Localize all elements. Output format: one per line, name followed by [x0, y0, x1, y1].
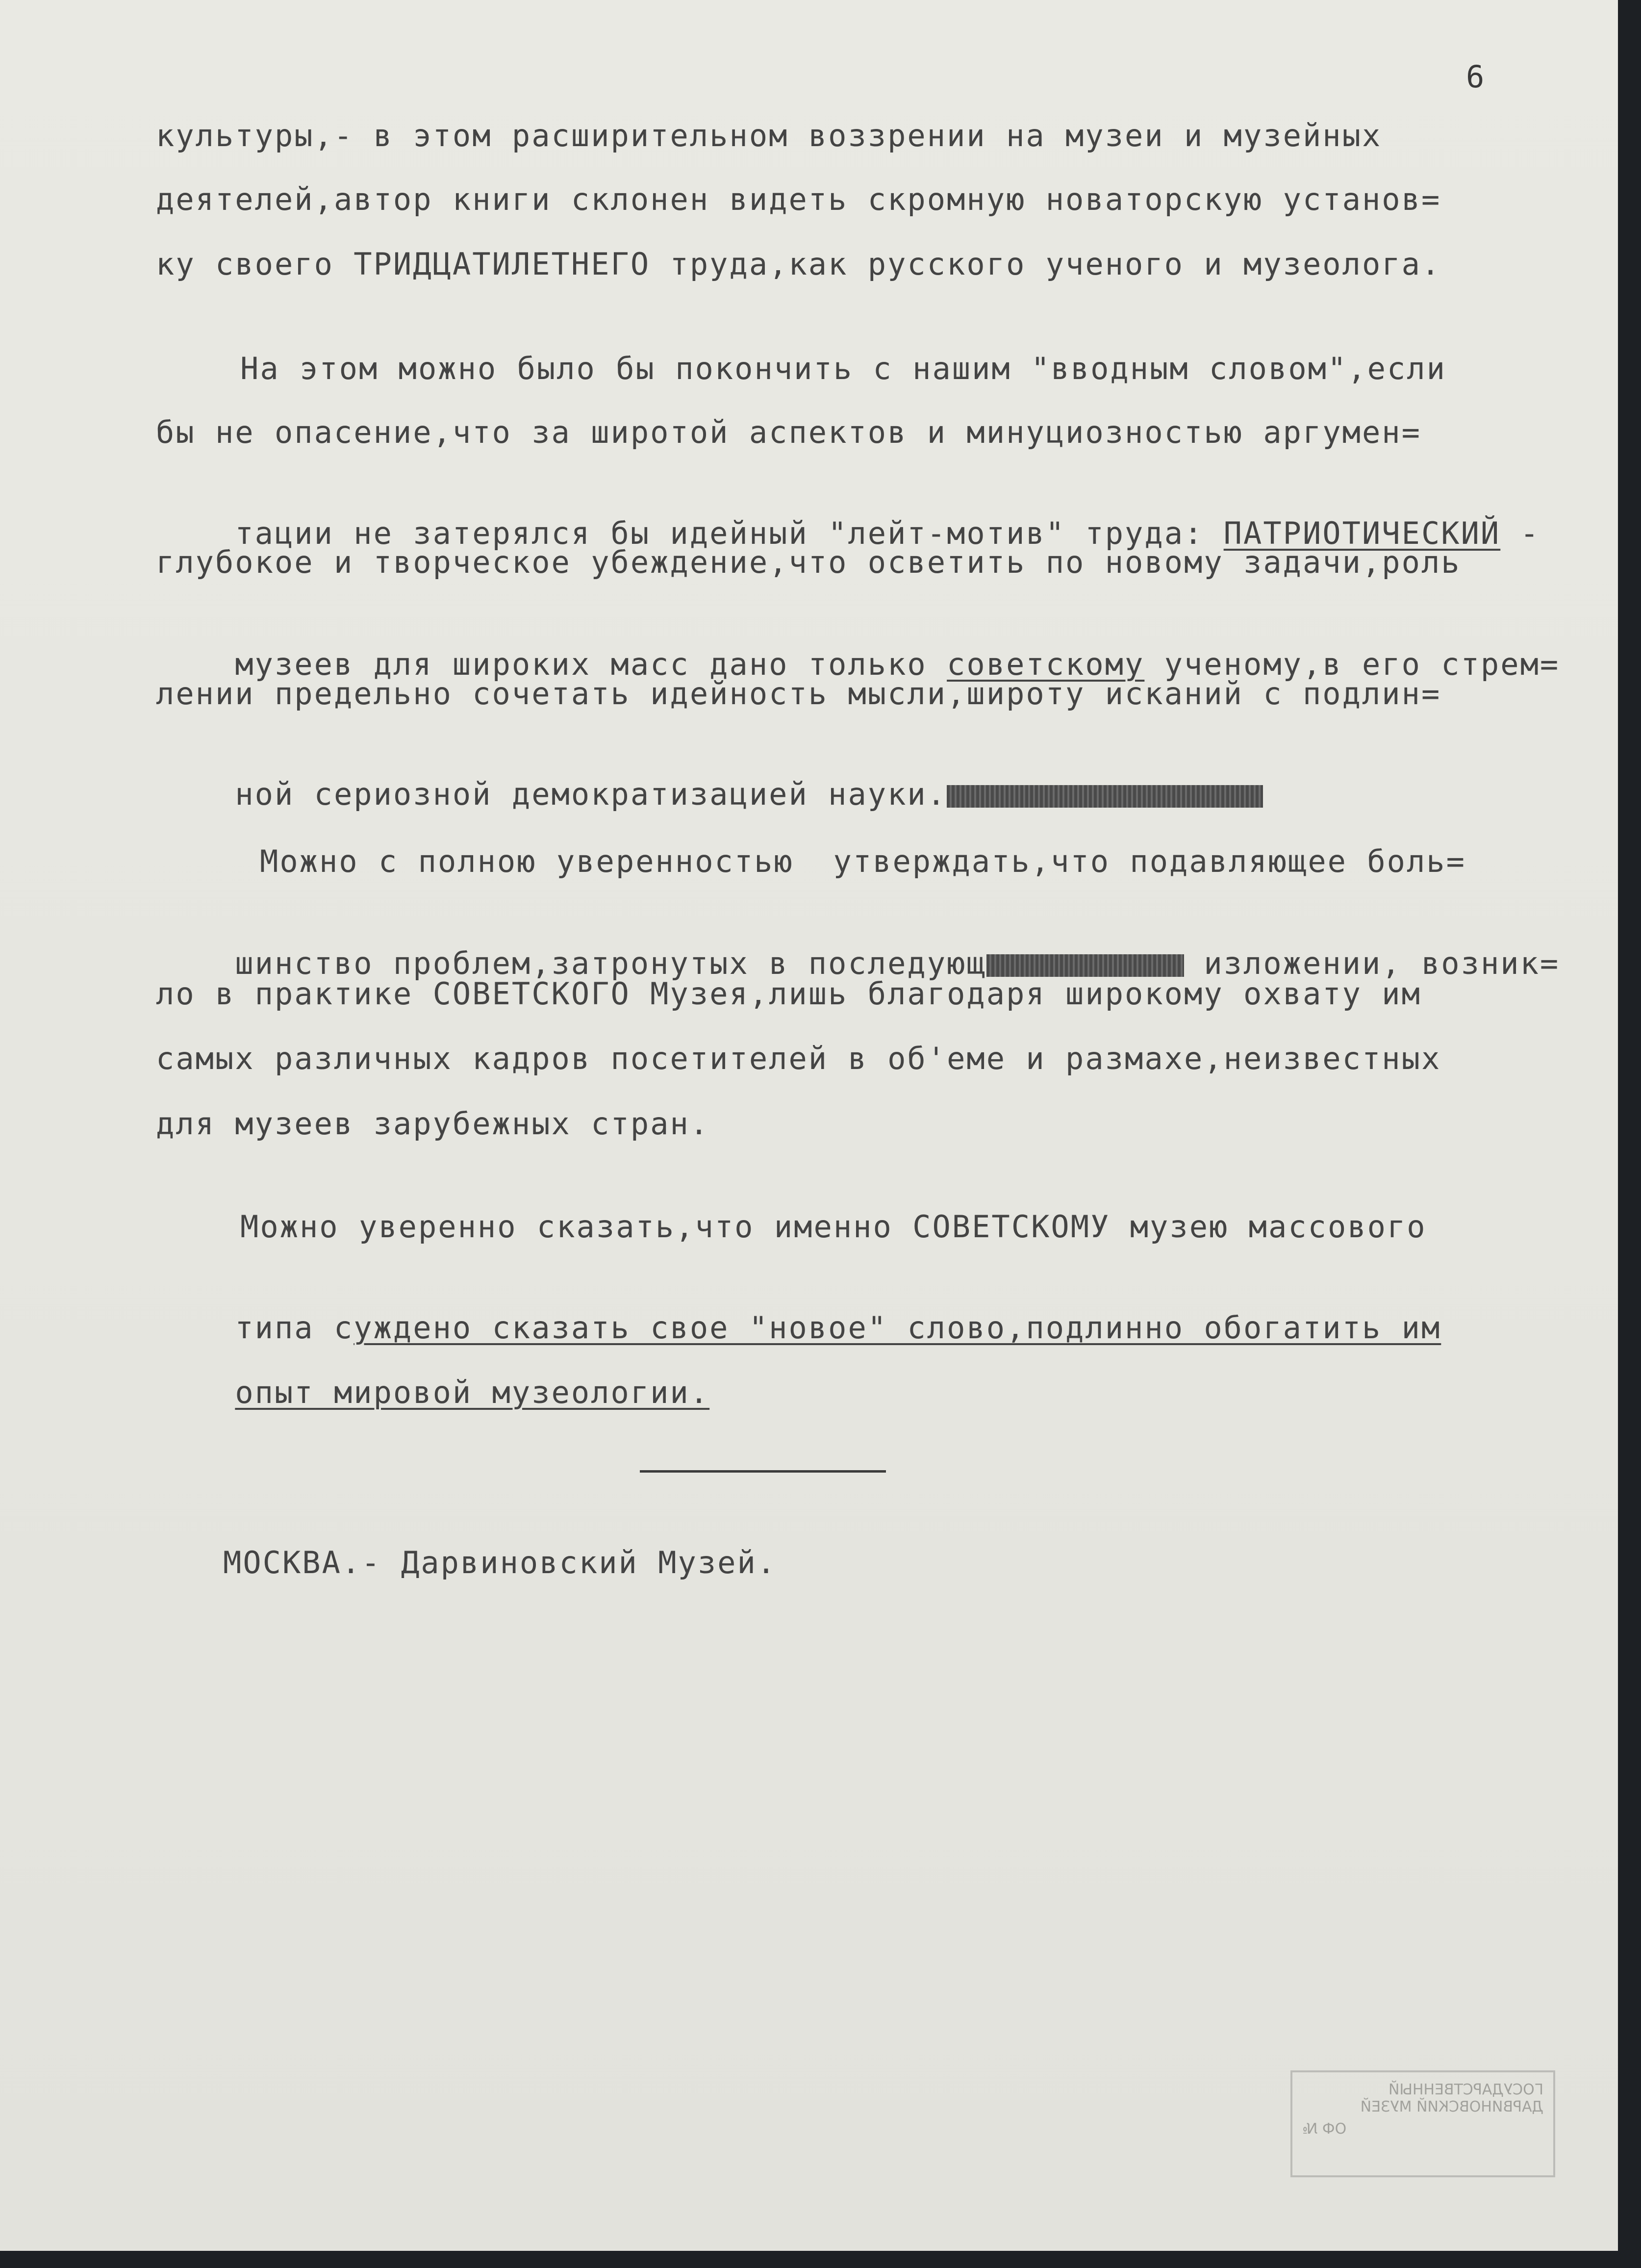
text-line: глубокое и творческое убеждение,что осветить по новому задачи,роль — [156, 544, 1461, 580]
text-segment: изложении, возник= — [1184, 945, 1560, 981]
underlined-word: советскому — [947, 646, 1145, 682]
text-line: Можно с полною уверенностью утверждать,что подавляющее боль= — [260, 843, 1466, 879]
underlined-phrase: опыт мировой музеологии. — [235, 1375, 710, 1410]
archive-stamp — [1290, 2070, 1555, 2177]
text-segment: тации не затерялся бы идейный "лейт-мотив" труда: — [235, 515, 1224, 551]
separator-line — [640, 1470, 886, 1473]
struck-out-text — [986, 954, 1184, 977]
scan-background-edge — [1618, 0, 1641, 2268]
text-segment: типа с — [235, 1310, 354, 1346]
text-line: ло в практике СОВЕТСКОГО Музея,лишь благодаря широкому охвату им — [156, 976, 1421, 1012]
text-segment: ной сериозной демократизацией науки. — [235, 776, 947, 812]
text-line — [156, 1339, 709, 1446]
underlined-phrase: уждено сказать свое "новое" слово,подлинно обогатить им — [353, 1310, 1441, 1346]
signature-line: МОСКВА.- Дарвиновский Музей. — [223, 1545, 777, 1580]
text-line: ку своего ТРИДЦАТИЛЕТНЕГО труда,как русского ученого и музеолога. — [156, 246, 1441, 282]
text-line: самых различных кадров посетителей в об'еме и размахе,неизвестных — [156, 1041, 1441, 1076]
text-segment: - — [1500, 515, 1540, 551]
page-number: 6 — [1466, 59, 1485, 95]
text-line: Можно уверенно сказать,что именно СОВЕТСКОМУ музею массового — [240, 1209, 1427, 1245]
scan-background-bottom — [0, 2251, 1641, 2268]
text-line — [156, 740, 1263, 848]
text-line: лении предельно сочетать идейность мысли,широту исканий с подлин= — [156, 676, 1441, 712]
stamp-line: ОФ № — [1302, 2120, 1347, 2138]
text-segment: ученому,в его стрем= — [1144, 646, 1560, 682]
text-line: для музеев зарубежных стран. — [156, 1106, 710, 1142]
text-segment: музеев для широких масс дано только — [235, 646, 947, 682]
underlined-word: ПАТРИОТИЧЕСКИЙ — [1223, 515, 1501, 551]
stamp-line: ГОСУДАРСТВЕННЫЙ — [1388, 2081, 1543, 2098]
text-segment: шинство проблем,затронутых в последующ — [235, 945, 986, 981]
struck-out-text — [947, 785, 1263, 808]
text-line: деятелей,автор книги склонен видеть скромную новаторскую установ= — [156, 181, 1441, 217]
stamp-line: ДАРВИНОВСКИЙ МУЗЕЙ — [1360, 2098, 1543, 2115]
text-line: культуры,- в этом расширительном воззрении на музеи и музейных — [156, 118, 1382, 153]
text-line: На этом можно было бы покончить с нашим "вводным словом",если — [240, 351, 1446, 386]
text-line: бы не опасение,что за широтой аспектов и минуциозностью аргумен= — [156, 414, 1421, 450]
